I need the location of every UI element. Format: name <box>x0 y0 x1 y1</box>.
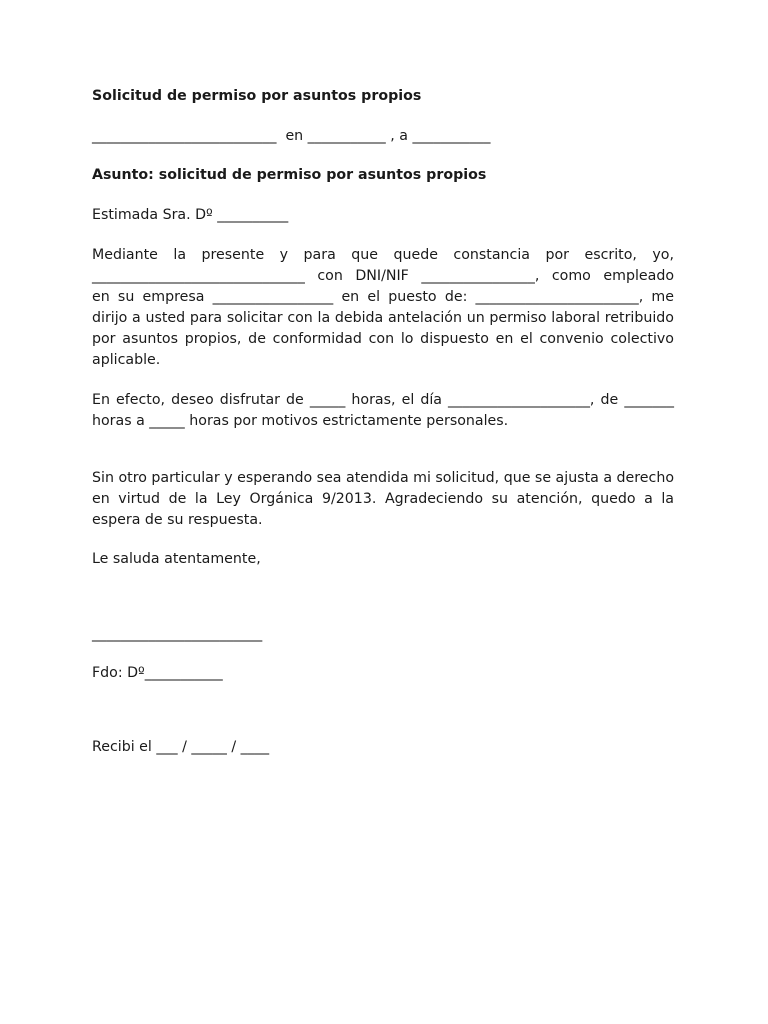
paragraph-request-line3: en su empresa _________________ en el puesto de: _______________________, me <box>92 289 674 305</box>
document-title: Solicitud de permiso por asuntos propios <box>92 88 422 104</box>
signature-line: ________________________ <box>92 626 263 642</box>
paragraph-request-line2: ______________________________ con DNI/NIF ________________, como empleado <box>92 268 674 284</box>
signed-by: Fdo: Dº___________ <box>92 665 223 681</box>
received-date: Recibi el ___ / _____ / ____ <box>92 739 270 755</box>
paragraph-closing-text: Sin otro particular y esperando sea atendida mi solicitud, que se ajusta a derecho en virtud de la Ley Orgánica 9/2013. Agradeciendo su atención, quedo a la espera de su respuesta. <box>92 470 675 528</box>
paragraph-hours <box>92 390 674 432</box>
paragraph-request-rest: dirijo a usted para solicitar con la debida antelación un permiso laboral retribuido por asuntos propios, de conformidad con lo dispuesto en el convenio colectivo aplicable. <box>92 310 674 368</box>
paragraph-hours-line1: En efecto, deseo disfrutar de _____ horas, el día ____________________, de _______ <box>92 392 674 408</box>
paragraph-hours-line2: horas a _____ horas por motivos estrictamente personales. <box>92 413 509 429</box>
greeting: Estimada Sra. Dº __________ <box>92 207 289 223</box>
subject-line: Asunto: solicitud de permiso por asuntos propios <box>92 167 487 183</box>
place-date-line: __________________________ en ___________ , a ___________ <box>92 128 491 144</box>
closing-salutation: Le saluda atentamente, <box>92 551 261 567</box>
paragraph-request-line1: Mediante la presente y para que quede constancia por escrito, yo, <box>92 247 674 263</box>
paragraph-request <box>92 245 674 371</box>
